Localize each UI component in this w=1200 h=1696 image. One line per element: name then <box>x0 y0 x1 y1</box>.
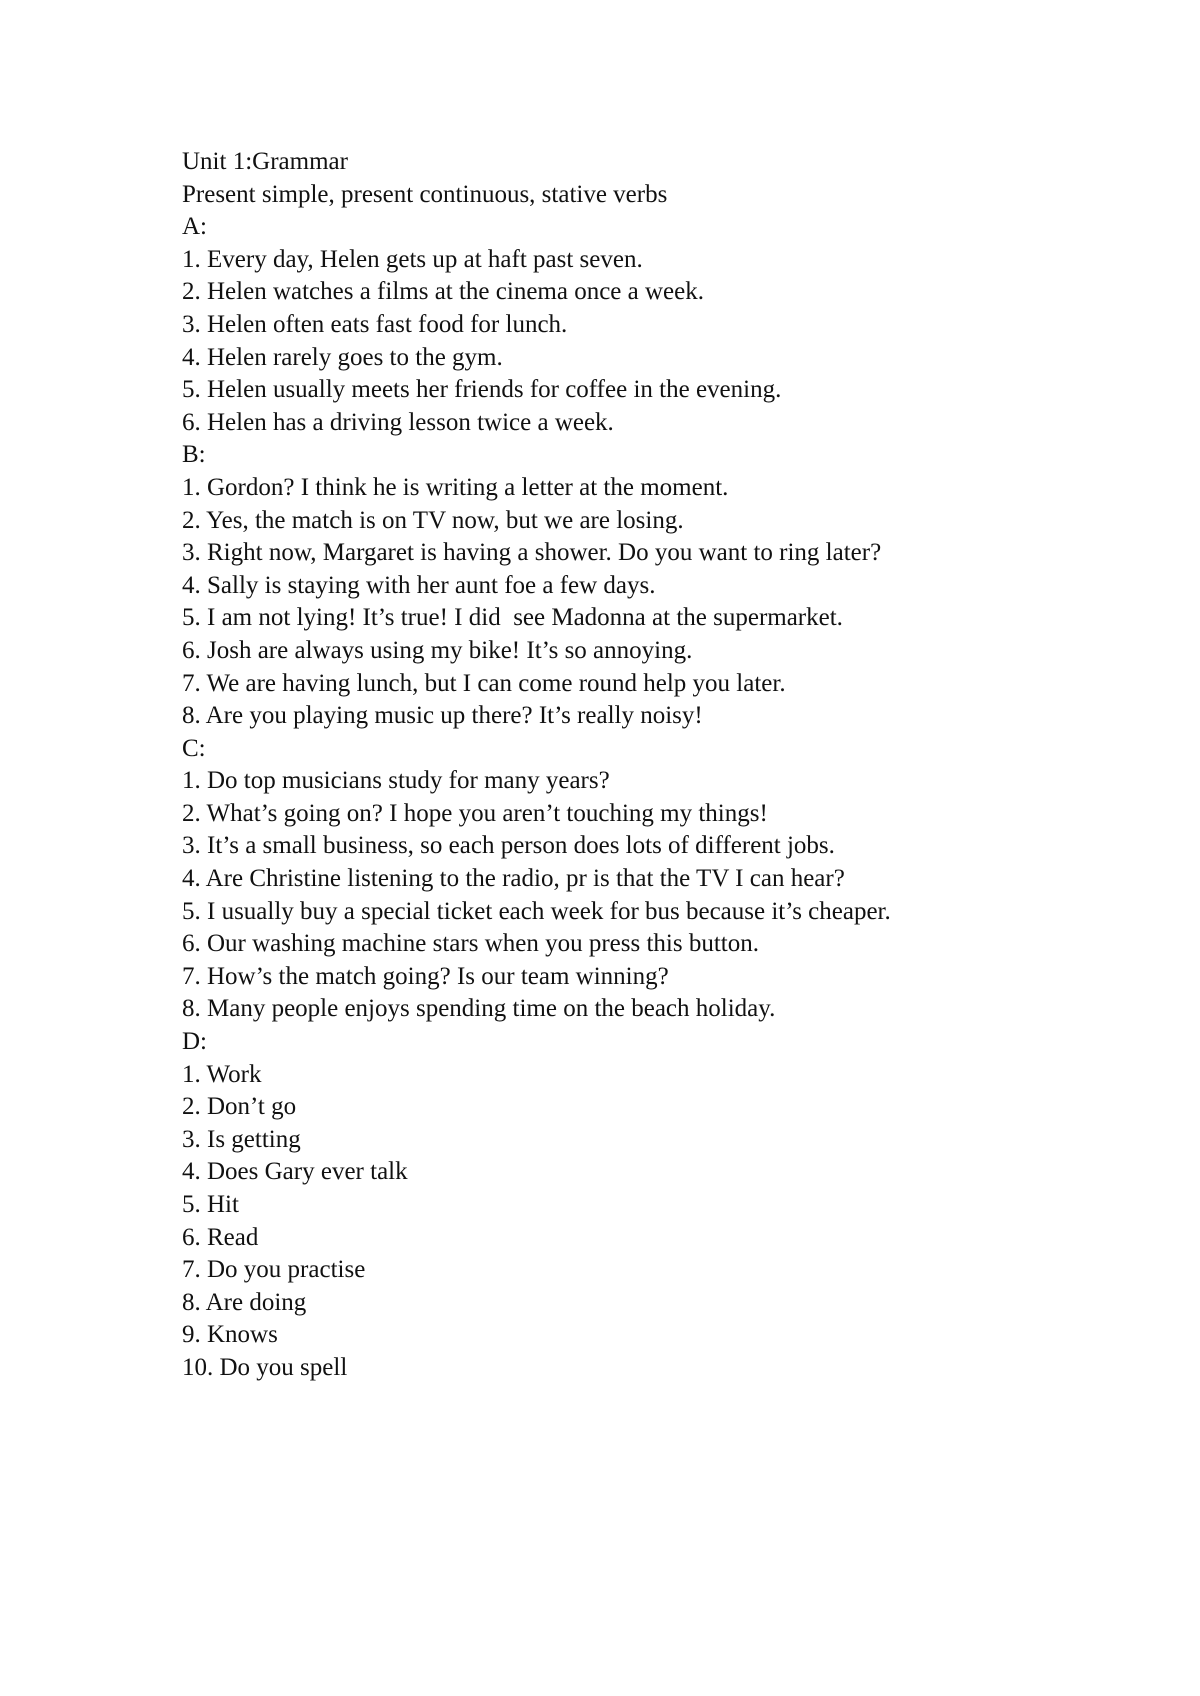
list-item: 3. Helen often eats fast food for lunch. <box>182 310 568 338</box>
section-label-c: C: <box>182 734 206 762</box>
document-subtitle: Present simple, present continuous, stative verbs <box>182 180 668 208</box>
list-item: 4. Are Christine listening to the radio, pr is that the TV I can hear? <box>182 865 845 893</box>
list-item: 2. Don’t go <box>182 1093 297 1121</box>
list-item: 4. Does Gary ever talk <box>182 1158 408 1186</box>
list-item: 7. Do you practise <box>182 1256 366 1284</box>
section-label-a: A: <box>182 213 207 241</box>
list-item: 2. What’s going on? I hope you aren’t touching my things! <box>182 799 768 827</box>
list-item: 2. Yes, the match is on TV now, but we are losing. <box>182 506 684 534</box>
list-item: 2. Helen watches a films at the cinema once a week. <box>182 278 704 306</box>
list-item: 5. Helen usually meets her friends for coffee in the evening. <box>182 376 782 404</box>
section-label-b: B: <box>182 441 206 469</box>
list-item: 3. Right now, Margaret is having a shower. Do you want to ring later? <box>182 539 882 567</box>
list-item: 6. Josh are always using my bike! It’s so annoying. <box>182 636 693 664</box>
list-item: 1. Work <box>182 1060 262 1088</box>
section-label-d: D: <box>182 1028 207 1056</box>
list-item: 8. Are you playing music up there? It’s really noisy! <box>182 702 703 730</box>
list-item: 7. We are having lunch, but I can come round help you later. <box>182 669 786 697</box>
list-item: 1. Gordon? I think he is writing a letter at the moment. <box>182 473 729 501</box>
document-page <box>182 146 1162 1385</box>
list-item: 7. How’s the match going? Is our team winning? <box>182 962 669 990</box>
list-item: 3. Is getting <box>182 1125 301 1153</box>
list-item: 6. Helen has a driving lesson twice a week. <box>182 408 614 436</box>
list-item: 5. I usually buy a special ticket each week for bus because it’s cheaper. <box>182 897 891 925</box>
list-item: 8. Many people enjoys spending time on the beach holiday. <box>182 995 776 1023</box>
document-title: Unit 1:Grammar <box>182 148 348 175</box>
list-item: 4. Sally is staying with her aunt foe a few days. <box>182 571 656 599</box>
list-item: 3. It’s a small business, so each person does lots of different jobs. <box>182 832 835 860</box>
list-item: 10. Do you spell <box>182 1353 348 1381</box>
list-item: 8. Are doing <box>182 1288 307 1316</box>
list-item: 1. Every day, Helen gets up at haft past seven. <box>182 245 643 273</box>
list-item: 6. Our washing machine stars when you press this button. <box>182 930 760 958</box>
list-item: 6. Read <box>182 1223 259 1251</box>
list-item: 5. I am not lying! It’s true! I did see Madonna at the supermarket. <box>182 604 843 632</box>
list-item: 1. Do top musicians study for many years? <box>182 767 610 795</box>
list-item: 4. Helen rarely goes to the gym. <box>182 343 503 371</box>
list-item: 5. Hit <box>182 1191 239 1218</box>
list-item: 9. Knows <box>182 1321 278 1349</box>
